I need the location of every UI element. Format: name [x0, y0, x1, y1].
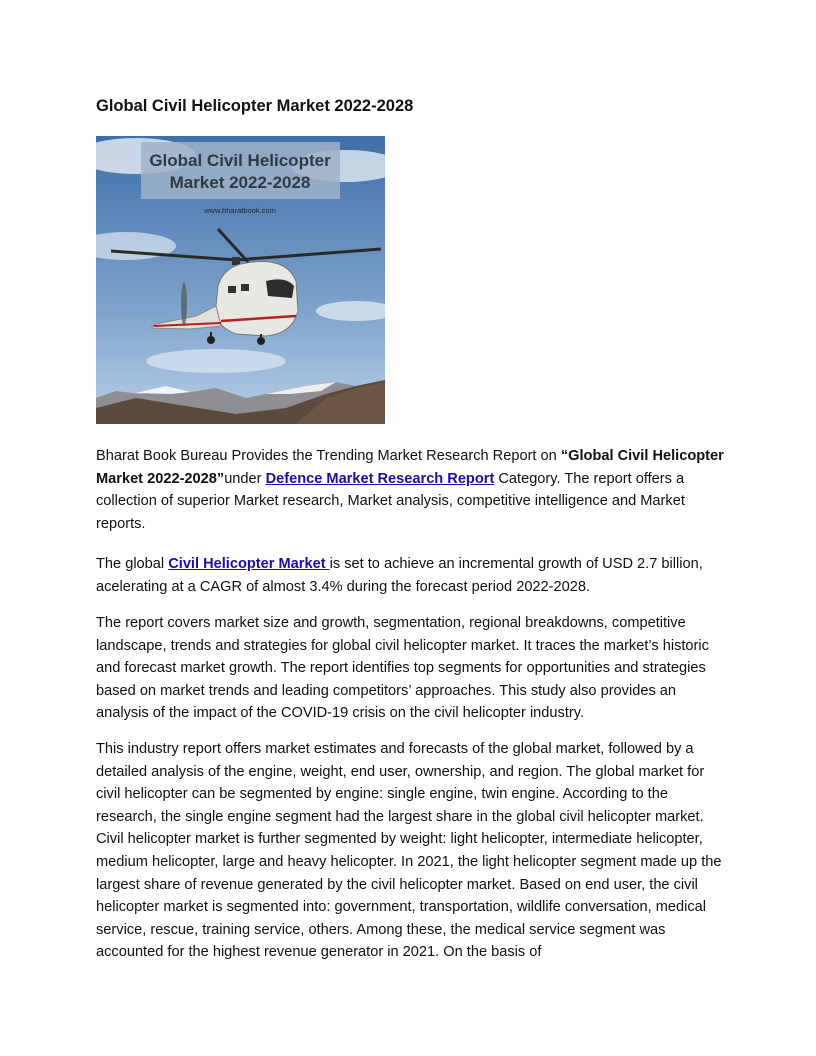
intro-under: under: [224, 470, 266, 487]
banner-website: www.bharatbook.com: [204, 206, 276, 215]
coverage-paragraph: The report covers market size and growth, segmentation, regional breakdowns, competitive landscape, trends and strategies for global civil helicopter market. It traces the market’s historic and forecast market growth. The report identifies top segments for opportunities and strategies based on market trends and leading competitors’ approaches. This study also provides an analysis of the impact of the COVID-19 crisis on the civil helicopter industry.: [96, 615, 709, 722]
page-title: Global Civil Helicopter Market 2022-2028: [96, 97, 414, 115]
banner-title-line2: Market 2022-2028: [169, 173, 311, 192]
banner-title-line1: Global Civil Helicopter: [149, 151, 331, 170]
report-name: “Global Civil Helicopter Market 2022-2028”: [96, 448, 724, 487]
intro-paragraph: [96, 445, 726, 535]
defence-market-report-link[interactable]: Defence Market Research Report: [265, 470, 495, 487]
intro-prefix: Bharat Book Bureau Provides the Trending Market Research Report on: [96, 448, 561, 464]
growth-paragraph: [96, 553, 726, 598]
civil-helicopter-market-link[interactable]: Civil Helicopter Market: [168, 556, 330, 572]
growth-suffix: is set to achieve an incremental growth of USD 2.7 billion, acelerating at a CAGR of almost 3.4% during the forecast period 2022-2028.: [96, 556, 703, 595]
helicopter-photo: [96, 136, 385, 424]
helicopter-banner-image: [96, 136, 385, 424]
segmentation-paragraph: This industry report offers market estimates and forecasts of the global market, followed by a detailed analysis of the engine, weight, end user, ownership, and region. The global market for civil helicopter can be segmented by engine: single engine, twin engine. According to the research, the single engine segment had the largest share in the global civil helicopter market. Civil helicopter market is further segmented by weight: light helicopter, intermediate helicopter, medium helicopter, large and heavy helicopter. In 2021, the light helicopter segment made up the largest share of revenue generated by the civil helicopter market. Based on end user, the civil helicopter market is segmented into: government, transportation, wildlife conversation, medical service, rescue, training service, others. Among these, the medical service segment was accounted for the highest revenue generator in 2021. On the basis of: [96, 741, 722, 961]
intro-suffix: Category. The report offers a collection of superior Market research, Market analysis, competitive intelligence and Market reports.: [96, 470, 685, 532]
growth-prefix: The global: [96, 556, 169, 572]
